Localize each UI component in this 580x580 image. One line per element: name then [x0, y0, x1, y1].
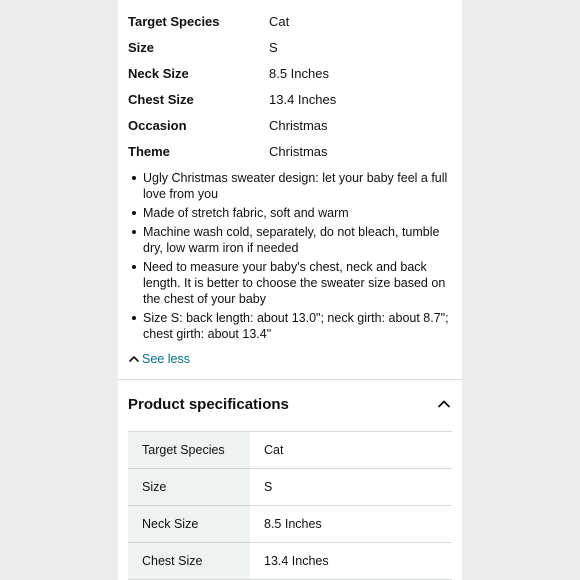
- table-key-cell: Chest Size: [128, 543, 250, 579]
- see-less-label: See less: [142, 352, 190, 366]
- feature-bullet: Need to measure your baby's chest, neck and back length. It is better to choose the sweater size based on the chest of your baby: [143, 259, 454, 307]
- table-value-cell: S: [250, 469, 452, 505]
- spec-value: Cat: [269, 13, 290, 29]
- spec-row-target-species: [128, 8, 448, 34]
- spec-row-chest-size: [128, 86, 448, 112]
- product-specifications-header[interactable]: [128, 391, 454, 417]
- table-key-cell: Size: [128, 469, 250, 505]
- spec-key: Target Species: [128, 13, 220, 29]
- feature-bullet: Made of stretch fabric, soft and warm: [143, 205, 454, 221]
- spec-key: Chest Size: [128, 91, 194, 107]
- chevron-up-icon[interactable]: [437, 397, 451, 411]
- table-value-cell: Cat: [250, 432, 452, 468]
- table-value-cell: 13.4 Inches: [250, 543, 452, 579]
- section-divider: [118, 379, 462, 380]
- see-less-link[interactable]: [128, 352, 190, 366]
- spec-value: 8.5 Inches: [269, 65, 329, 81]
- table-key-cell: Neck Size: [128, 506, 250, 542]
- table-row: [128, 506, 452, 543]
- spec-key: Occasion: [128, 117, 187, 133]
- spec-value: S: [269, 39, 278, 55]
- spec-key: Neck Size: [128, 65, 189, 81]
- spec-row-occasion: [128, 112, 448, 138]
- feature-bullet-list: [128, 170, 454, 345]
- spec-key: Theme: [128, 143, 170, 159]
- table-value-cell: 8.5 Inches: [250, 506, 452, 542]
- feature-bullet: Ugly Christmas sweater design: let your baby feel a full love from you: [143, 170, 454, 202]
- spec-key: Size: [128, 39, 155, 55]
- feature-bullet: Machine wash cold, separately, do not bleach, tumble dry, low warm iron if needed: [143, 224, 454, 256]
- top-spec-table: [128, 8, 448, 164]
- spec-value: Christmas: [269, 143, 328, 159]
- chevron-up-icon: [128, 353, 140, 365]
- table-key-cell: Target Species: [128, 432, 250, 468]
- spec-row-theme: [128, 138, 448, 164]
- table-row: [128, 469, 452, 506]
- feature-bullet: Size S: back length: about 13.0"; neck girth: about 8.7"; chest girth: about 13.4": [143, 310, 454, 342]
- table-row: [128, 543, 452, 580]
- spec-value: Christmas: [269, 117, 328, 133]
- product-spec-table: [128, 431, 452, 580]
- spec-value: 13.4 Inches: [269, 91, 337, 107]
- spec-row-neck-size: [128, 60, 448, 86]
- section-title: Product specifications: [128, 395, 289, 413]
- spec-row-size: [128, 34, 448, 60]
- product-details-panel: [118, 0, 462, 580]
- table-row: [128, 432, 452, 469]
